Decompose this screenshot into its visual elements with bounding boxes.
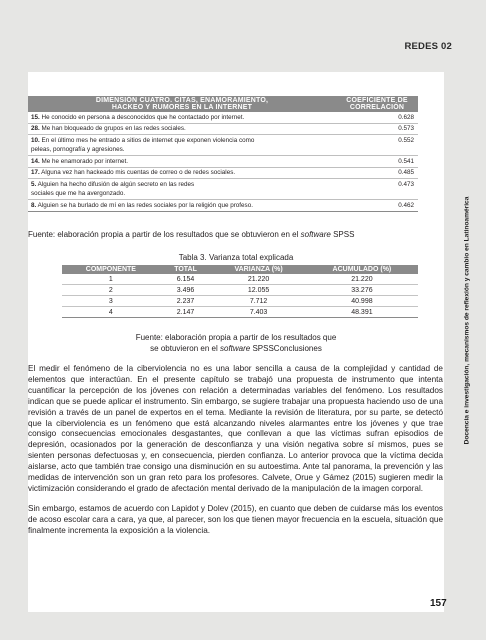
body-text: [28, 364, 443, 546]
side-title-text: Docencia e investigación, mecanismos de reflexión y cambio en Latinoamérica: [463, 196, 471, 444]
correlation-value: 0.473: [398, 180, 414, 188]
table-source-note: Fuente: elaboración propia a partir de los resultados que se obtuvieron en el software SPSS: [28, 230, 355, 239]
table-row: 28. Me han bloqueado de grupos en las redes sociales. 0.573: [28, 123, 418, 135]
table-row: 17. Alguna vez han hackeado mis cuentas de correo o de redes sociales. 0.485: [28, 167, 418, 179]
paragraph: El medir el fenómeno de la ciberviolencia no es una labor sencilla a causa de la complejidad y cantidad de elementos que interactúan. En el presente capítulo se trabajó una propuesta de instrumento que intenta cuantificar la percepción de los jóvenes con relación a determinadas variables del fenómeno. Los resultados indican que se puede aplicar el instrumento. Sin embargo, se sugiere trabajar una propuesta haciendo uso de una revisión a través de un panel de expertos en el tema. Mediante la revisión de literatura, por su parte, se detectó que la ciberviolencia es un fenómeno que está alcanzando niveles alarmantes entre los jóvenes y que trae consigo consecuencias emocionales desgastantes, que conllevan a que las víctimas sufran episodios de depresión, ocasionados por la generación de desconfianza y una visión negativa sobre sí mismos, pues se sienten personas defectuosas y, en consecuencia, pierden confianza. Lo anterior provoca que la víctima decida aislarse, acto que también trae consigo una disminución en su autoestima. Ante tal panorama, la prevención y las medidas de intervención son un gran reto para los profesores. Calvete, Orue y Gámez (2015) sugieren medir la victimización considerando el grado de afectación mental derivado de la manipulación de la imagen corporal.: [28, 364, 443, 493]
table-row: 15. He conocido en persona a desconocidos que he contactado por internet. 0.628: [28, 112, 418, 123]
dimension-header: DIMENSIÓN CUATRO. CITAS, ENAMORAMIENTO, HACKEO Y RUMORES EN LA INTERNET: [95, 97, 269, 111]
variance-table-header: COMPONENTE TOTAL VARIANZA (%) ACUMULADO (%): [62, 265, 418, 274]
correlation-value: 0.462: [398, 201, 414, 209]
page-number: 157: [430, 598, 447, 609]
correlation-value: 0.552: [398, 136, 414, 144]
table-source-note: Fuente: elaboración propia a partir de los resultados que se obtuvieron en el software SPSSConclusiones: [135, 333, 337, 353]
correlation-value: 0.485: [398, 169, 414, 176]
table-row: 8. Alguien se ha burlado de mí en las redes sociales por la religión que profeso. 0.462: [28, 200, 418, 212]
table-row: 10. En el último mes he entrado a sitios de internet que exponen violencia como peleas, pornografía y agresiones. 0.552: [28, 135, 418, 156]
correlation-table: [28, 96, 418, 212]
running-header: REDES 02: [404, 41, 452, 52]
coefficient-header: COEFICIENTE DE CORRELACIÓN: [346, 97, 408, 111]
page-header: [0, 0, 486, 72]
table-row: 14. Me he enamorado por internet. 0.541: [28, 156, 418, 168]
side-title: [448, 196, 486, 444]
table-row: 4 2.147 7.403 48.391: [62, 307, 418, 318]
correlation-value: 0.573: [398, 125, 414, 132]
table-row: 3 2.237 7.712 40.998: [62, 296, 418, 307]
correlation-value: 0.628: [398, 113, 414, 121]
correlation-table-header: [28, 96, 418, 112]
variance-table: [62, 265, 418, 318]
table-row: 2 3.496 12.055 33.276: [62, 285, 418, 296]
table-caption: Tabla 3. Varianza total explicada: [178, 253, 294, 262]
correlation-value: 0.541: [398, 157, 414, 165]
table-row: 1 6.154 21.220 21.220: [62, 274, 418, 285]
table-row: 5. Alguien ha hecho difusión de algún secreto en las redes sociales que me ha avergonzado. 0.473: [28, 179, 418, 200]
paragraph: Sin embargo, estamos de acuerdo con Lapidot y Dolev (2015), en cuanto que deben de cuidarse más los eventos de acoso escolar cara a cara, ya que, al parecer, son los que tienen mayor frecuencia en la escuela, situación que finalmente incrementa la exposición a la violencia.: [28, 503, 443, 535]
